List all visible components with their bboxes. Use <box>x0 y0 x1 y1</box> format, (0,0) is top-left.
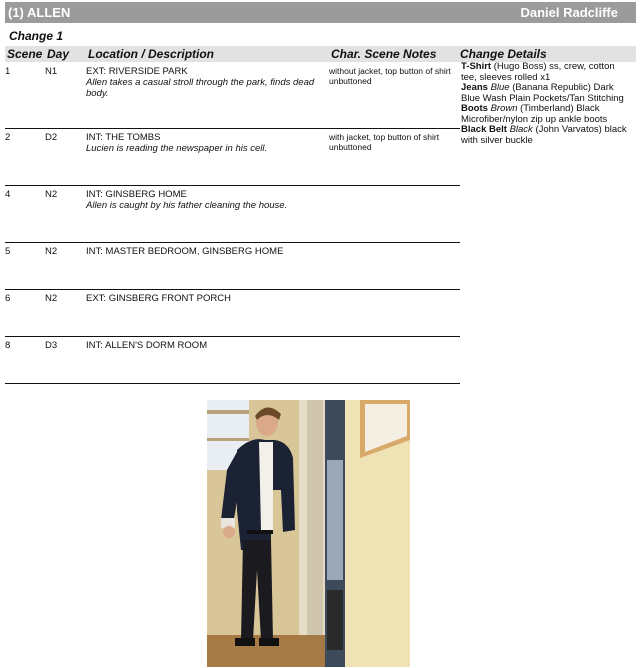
row-divider <box>5 128 460 129</box>
scene-number: 2 <box>5 132 11 143</box>
scene-number: 6 <box>5 293 11 304</box>
column-header-location: Location / Description <box>88 47 215 61</box>
scene-location <box>86 189 326 211</box>
character-name: (1) ALLEN <box>8 5 71 20</box>
column-header-notes: Char. Scene Notes <box>331 47 437 61</box>
location-name: EXT: GINSBERG FRONT PORCH <box>86 293 231 304</box>
scene-number: 4 <box>5 189 11 200</box>
detail-item-color: Blue <box>490 82 510 93</box>
scene-notes: without jacket, top button of shirt unbuttoned <box>329 66 451 86</box>
column-header-scene: Scene <box>7 47 43 61</box>
scene-day: N2 <box>45 293 58 304</box>
character-header <box>5 2 636 23</box>
scene-day: N2 <box>45 189 58 200</box>
location-name: INT: THE TOMBS <box>86 132 161 143</box>
detail-item-text: (Hugo Boss) ss, crew, cotton tee, sleeves rolled x1 <box>461 61 615 83</box>
actor-name: Daniel Radcliffe <box>520 5 618 20</box>
scene-location <box>86 66 326 99</box>
detail-item <box>461 62 629 83</box>
row-divider <box>5 289 460 290</box>
detail-item-name: Boots <box>461 103 488 114</box>
detail-item-text: (John Varvatos) black with silver buckle <box>461 124 627 146</box>
scene-location <box>86 246 326 257</box>
costume-photo <box>207 400 410 667</box>
scene-description: Allen is caught by his father cleaning the house. <box>86 200 288 211</box>
detail-item-text: (Banana Republic) Dark Blue Wash Plain Pockets/Tan Stitching <box>461 82 624 104</box>
location-name: INT: MASTER BEDROOM, GINSBERG HOME <box>86 246 284 257</box>
scene-description: Lucien is reading the newspaper in his cell. <box>86 143 268 154</box>
scene-number: 1 <box>5 66 11 77</box>
detail-item-color: Black <box>509 124 533 135</box>
detail-item <box>461 125 629 146</box>
detail-item <box>461 83 629 104</box>
scene-number: 5 <box>5 246 11 257</box>
column-header-day: Day <box>47 47 70 61</box>
location-name: INT: ALLEN'S DORM ROOM <box>86 340 208 351</box>
scene-location <box>86 132 326 154</box>
row-divider <box>5 383 460 384</box>
column-header-details: Change Details <box>460 47 547 61</box>
scene-location <box>86 340 326 351</box>
scene-notes: with jacket, top button of shirt unbuttoned <box>329 132 440 152</box>
detail-item-name: T-Shirt <box>461 61 492 72</box>
scene-number: 8 <box>5 340 11 351</box>
row-divider <box>5 336 460 337</box>
location-name: INT: GINSBERG HOME <box>86 189 187 200</box>
detail-item-text: (Timberland) Black Microfiber/nylon zip up ankle boots <box>461 103 608 125</box>
scene-day: D2 <box>45 132 58 143</box>
detail-item-name: Jeans <box>461 82 488 93</box>
costume-photo-illustration <box>207 400 410 667</box>
row-divider <box>5 242 460 243</box>
location-name: EXT: RIVERSIDE PARK <box>86 66 188 77</box>
scene-description: Allen takes a casual stroll through the park, finds dead body. <box>86 77 315 99</box>
scene-day: N2 <box>45 246 58 257</box>
change-title: Change 1 <box>9 29 64 43</box>
scene-day: N1 <box>45 66 58 77</box>
scene-day: D3 <box>45 340 58 351</box>
change-details-list <box>461 62 629 146</box>
row-divider <box>5 185 460 186</box>
scene-location <box>86 293 326 304</box>
detail-item <box>461 104 629 125</box>
detail-item-name: Black Belt <box>461 124 507 135</box>
detail-item-color: Brown <box>490 103 518 114</box>
